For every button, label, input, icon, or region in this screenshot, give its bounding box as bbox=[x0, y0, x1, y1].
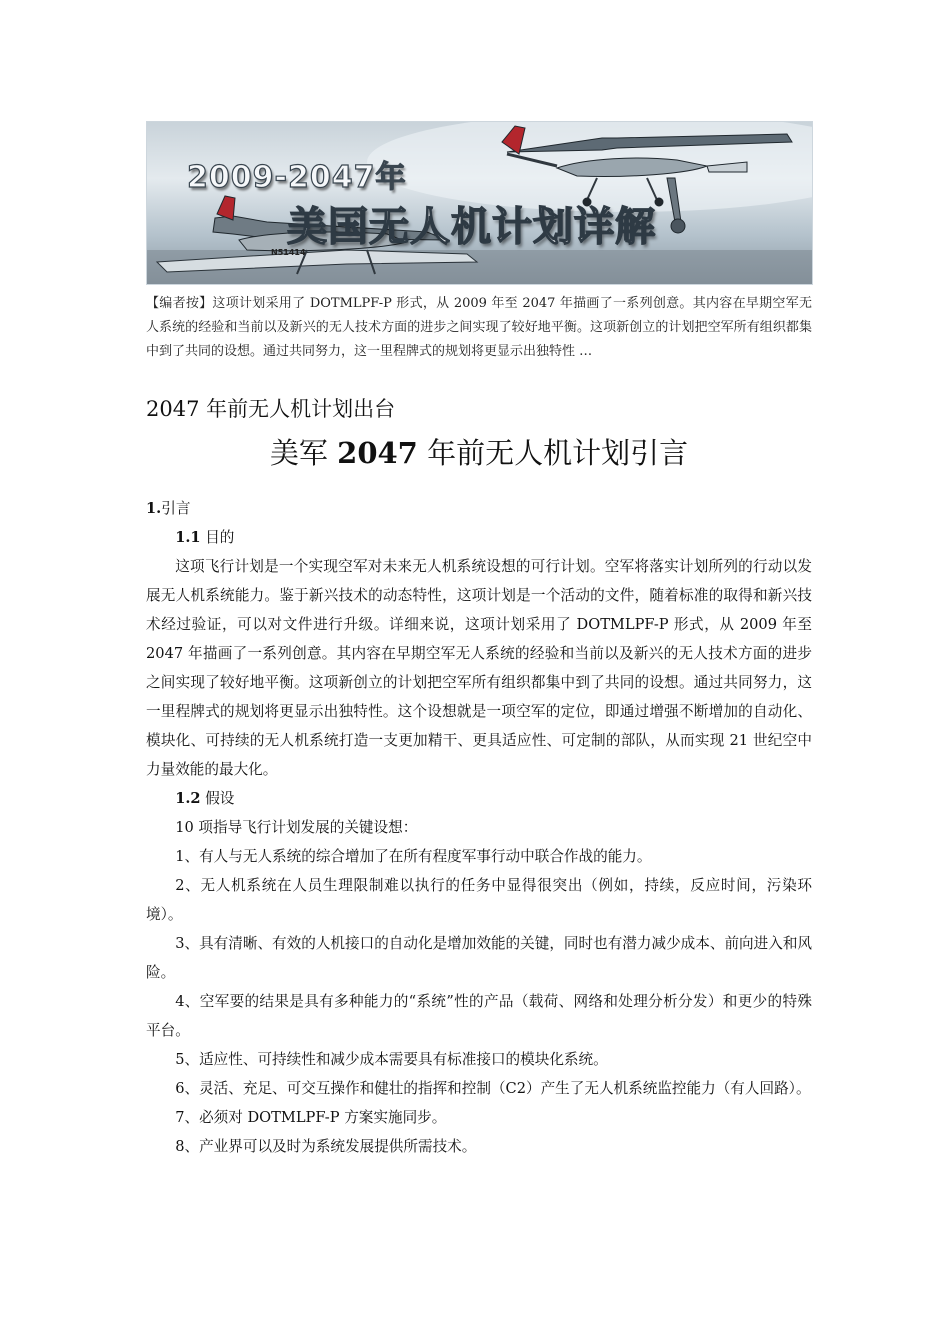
document-body bbox=[146, 494, 812, 1161]
heading-introduction-number: 1. bbox=[146, 500, 162, 517]
paragraph-purpose: 这项飞行计划是一个实现空军对未来无人机系统设想的可行计划。空军将落实计划所列的行动以发展无人机系统能力。鉴于新兴技术的动态特性，这项计划是一个活动的文件，随着标准的取得和新兴技术经过验证，可以对文件进行升级。详细来说，这项计划采用了 DOTMLPF-P 形式，从 2009 年至 2047 年描画了一系列创意。其内容在早期空军无人系统的经验和当前以及新兴的无人技术方面的进步之间实现了较好地平衡。这项新创立的计划把空军所有组织都集中到了共同的设想。通过共同努力，这一里程牌式的规划将更显示出独特性。这个设想就是一项空军的定位，即通过增强不断增加的自动化、模块化、可持续的无人机系统打造一支更加精干、更具适应性、可定制的部队，从而实现 21 世纪空中力量效能的最大化。 bbox=[146, 558, 812, 778]
main-title-year: 2047 bbox=[337, 436, 418, 470]
heading-assumptions-number: 1.2 bbox=[175, 790, 201, 807]
main-title bbox=[146, 432, 812, 474]
assumption-item: 8、产业界可以及时为系统发展提供所需技术。 bbox=[175, 1138, 477, 1155]
heading-introduction bbox=[146, 494, 812, 523]
assumption-item: 2、无人机系统在人员生理限制难以执行的任务中显得很突出（例如，持续，反应时间，污染环境）。 bbox=[146, 877, 812, 923]
heading-assumptions bbox=[146, 784, 812, 813]
main-title-suffix: 年前无人机计划引言 bbox=[417, 436, 689, 470]
assumption-item: 5、适应性、可持续性和减少成本需要具有标准接口的模块化系统。 bbox=[175, 1051, 608, 1068]
heading-purpose-text: 目的 bbox=[200, 529, 235, 546]
assumption-item: 1、有人与无人系统的综合增加了在所有程度军事行动中联合作战的能力。 bbox=[175, 848, 652, 865]
main-title-prefix: 美军 bbox=[269, 436, 338, 470]
assumption-item: 4、空军要的结果是具有多种能力的“系统”性的产品（载荷、网络和处理分析分发）和更少的特殊平台。 bbox=[146, 993, 812, 1039]
heading-introduction-text: 引言 bbox=[161, 500, 191, 517]
assumption-item: 3、具有清晰、有效的人机接口的自动化是增加效能的关键，同时也有潜力减少成本、前向进入和风险。 bbox=[146, 935, 813, 981]
banner-year-text: 2009-2047年 bbox=[187, 160, 407, 195]
heading-assumptions-text: 假设 bbox=[200, 790, 235, 807]
assumption-item: 7、必须对 DOTMLPF-P 方案实施同步。 bbox=[175, 1109, 447, 1126]
assumptions-intro: 10 项指导飞行计划发展的关键设想： bbox=[175, 819, 418, 836]
heading-purpose-number: 1.1 bbox=[175, 529, 201, 546]
banner-title-text: 美国无人机计划详解 bbox=[287, 204, 656, 250]
assumption-item: 6、灵活、充足、可交互操作和健壮的指挥和控制（C2）产生了无人机系统监控能力（有人回路）。 bbox=[175, 1080, 811, 1097]
heading-purpose bbox=[146, 523, 812, 552]
header-banner-image bbox=[146, 121, 813, 285]
editor-note: 【编者按】这项计划采用了 DOTMLPF-P 形式，从 2009 年至 2047 年描画了一系列创意。其内容在早期空军无人系统的经验和当前以及新兴的无人技术方面的进步之间实现了较好地平衡。这项新创立的计划把空军所有组织都集中到了共同的设想。通过共同努力，这一里程牌式的规划将更显示出独特性 … bbox=[146, 296, 812, 359]
tail-registration-text: N51414 bbox=[271, 248, 306, 257]
section-heading: 2047 年前无人机计划出台 bbox=[146, 397, 396, 421]
